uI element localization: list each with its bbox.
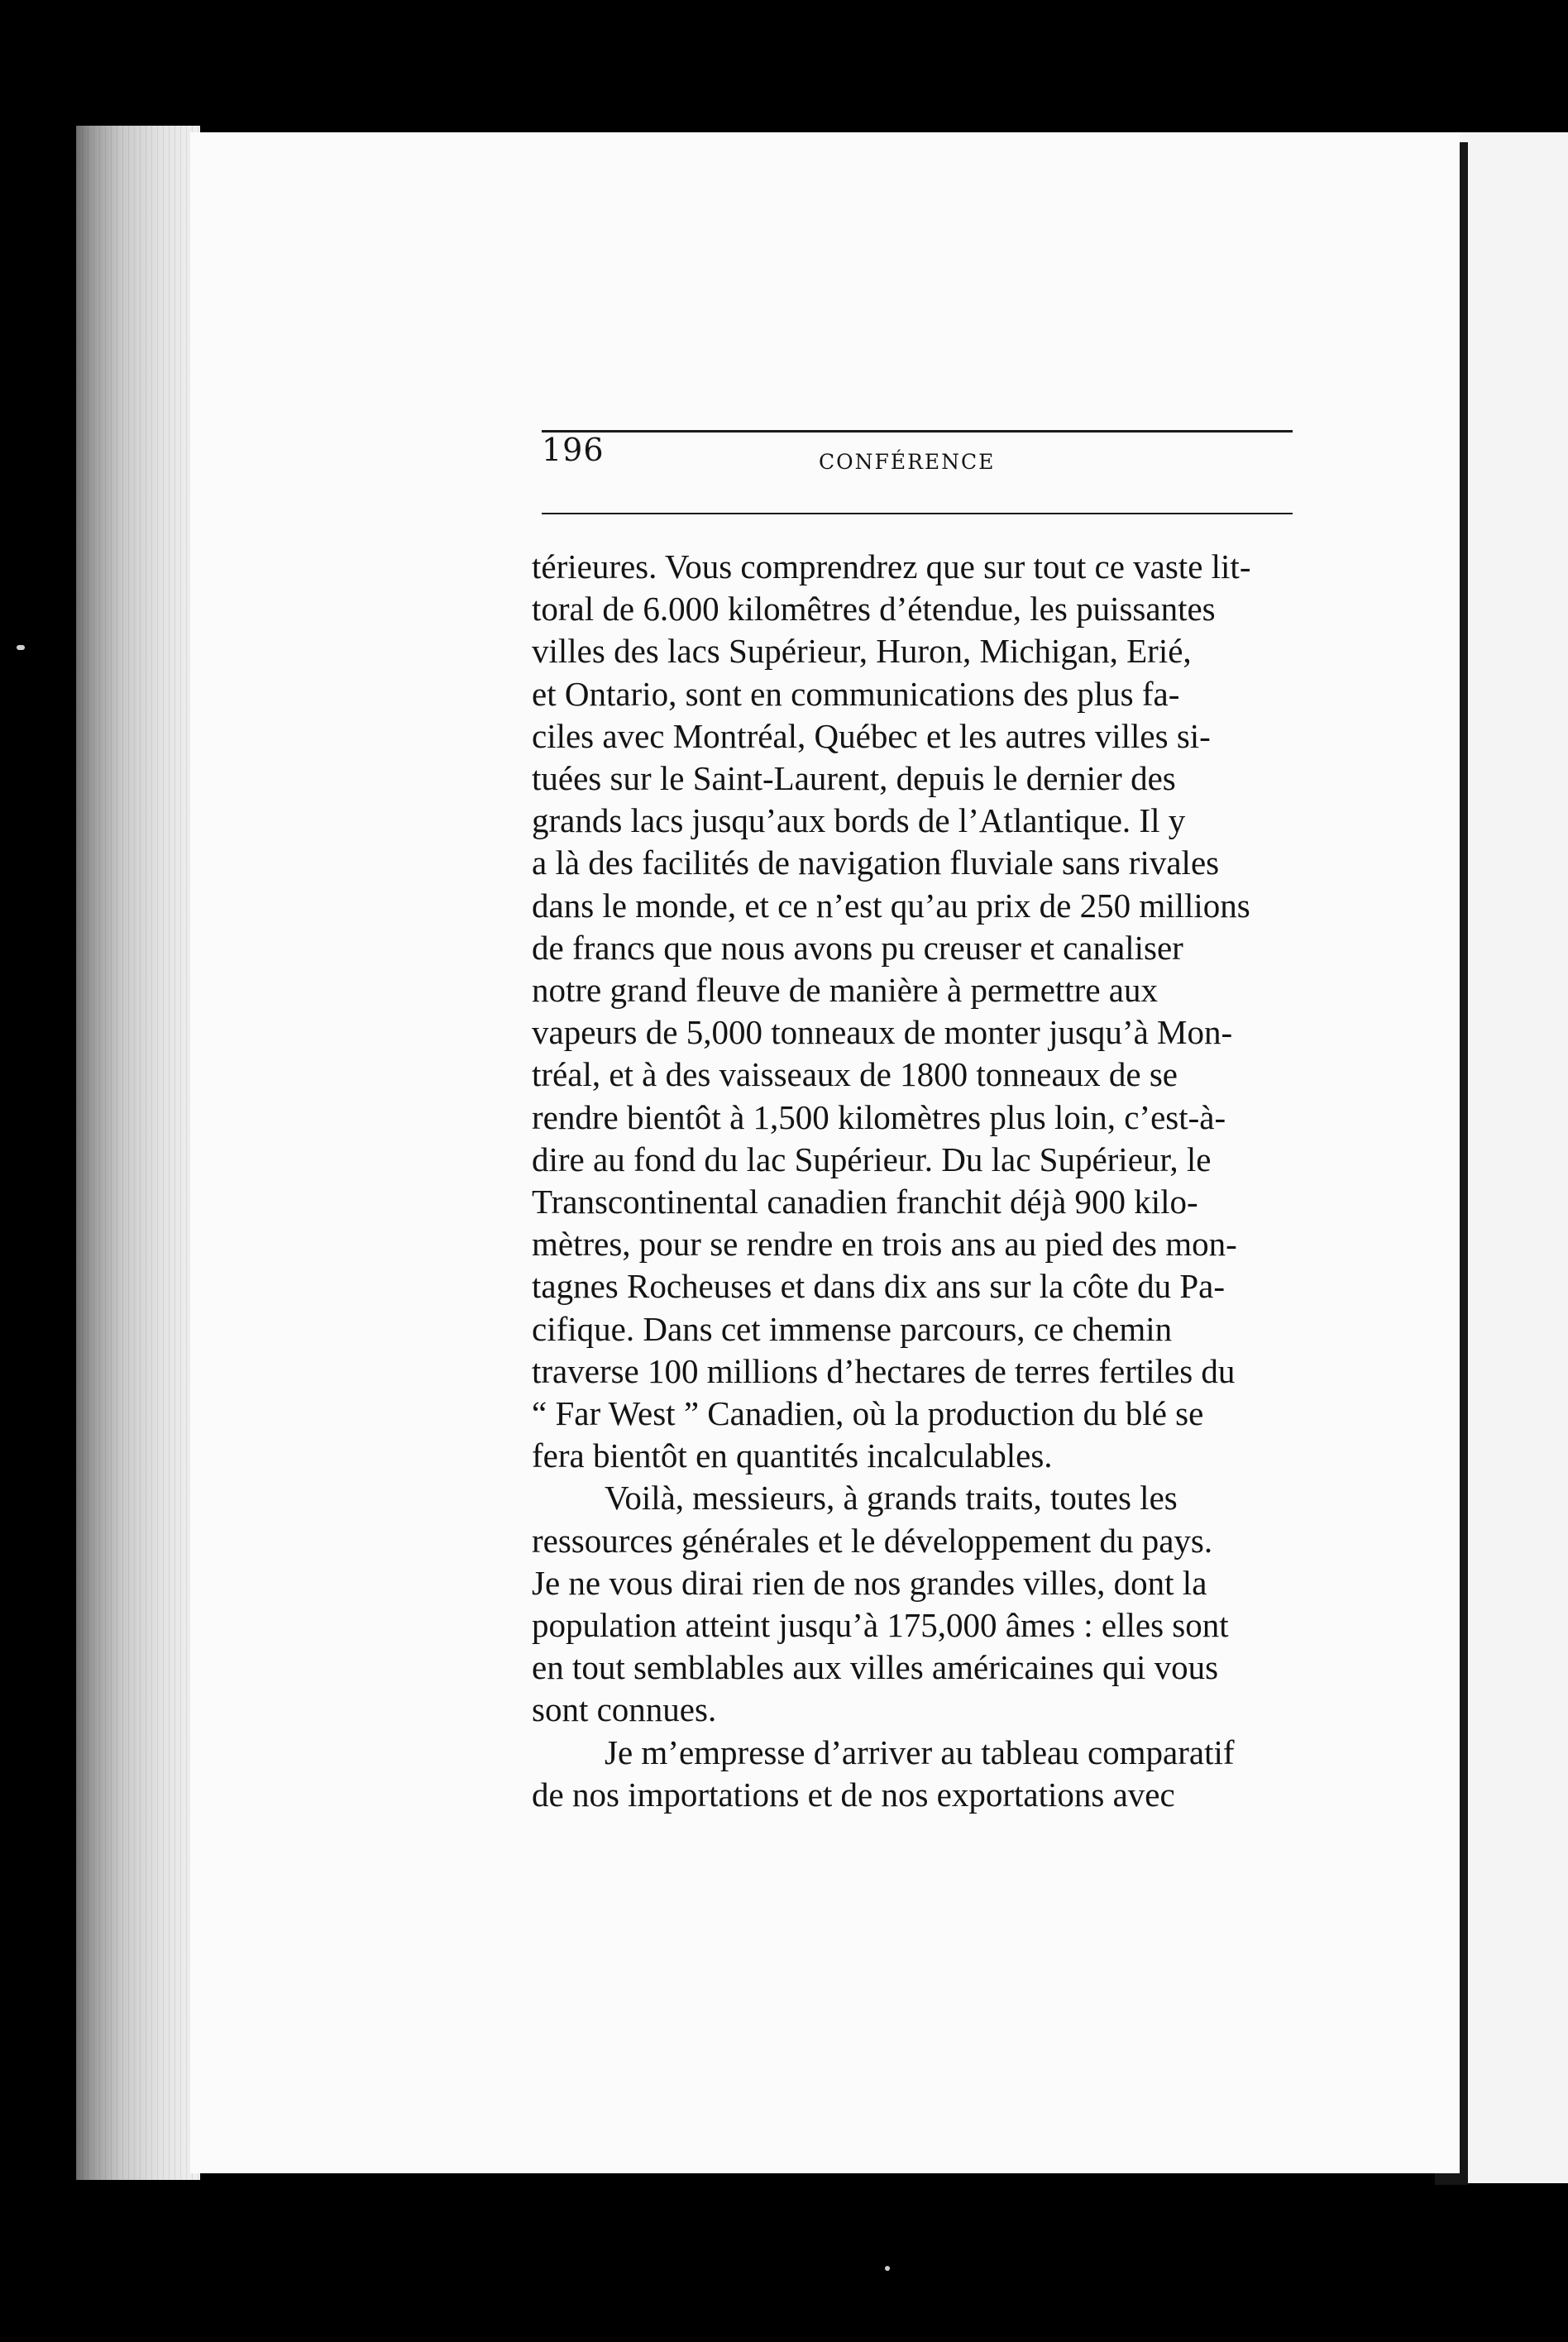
scan-speck xyxy=(17,645,25,650)
page-number: 196 xyxy=(542,432,605,468)
header-rule-bottom xyxy=(542,513,1293,514)
header-rule-top xyxy=(542,430,1293,433)
paragraph-resources: Voilà, messieurs, à grands traits, toutes les ressources générales et le développement du pays. Je ne vous dirai rien de nos grandes villes, dont la population atteint jusqu’à 175,000 âmes : elles sont en tout semblables aux villes américaines qui vous sont connues. xyxy=(532,1479,1229,1729)
paragraph-continued: térieures. Vous comprendrez que sur tout ce vaste lit- toral de 6.000 kilomêtres d’étendue, les puissantes villes des lacs Supérieur, Huron, Michigan, Erié, et Ontario, sont en communications des plus fa- ciles avec Montréal, Québec et les autres villes si- tuées sur le Saint-Laurent, depuis le dernier des grands lacs jusqu’aux bords de l’Atlantique. Il y a là des facilités de navigation fluviale sans rivales dans le monde, et ce n’est qu’au prix de 250 millions de francs que nous avons pu creuser et canaliser notre grand fleuve de manière à permettre aux vapeurs de 5,000 tonneaux de monter jusqu’à Mon- tréal, et à des vaisseaux de 1800 tonneaux de se rendre bientôt à 1,500 kilomètres plus loin, c’est-à- dire au fond du lac Supérieur. Du lac Supérieur, le Transcontinental canadien franchit déjà 900 kilo- mètres, pour se rendre en trois ans au pied des mon- tagnes Rocheuses et dans dix ans sur la côte du Pa- cifique. Dans cet immense parcours, ce chemin traverse 100 millions d’hectares de terres fertiles du “ Far West ” Canadien, où la production du blé se fera bientôt en quantités incalculables. xyxy=(532,547,1251,1475)
facing-page-edge xyxy=(1458,132,1568,2183)
running-title: CONFÉRENCE xyxy=(819,450,996,474)
paragraph-imports-exports: Je m’empresse d’arriver au tableau comparatif de nos importations et de nos exportations avec xyxy=(532,1733,1235,1814)
book-page-edges xyxy=(76,126,200,2180)
body-text xyxy=(532,546,1294,1816)
scan-speck xyxy=(885,2266,890,2271)
